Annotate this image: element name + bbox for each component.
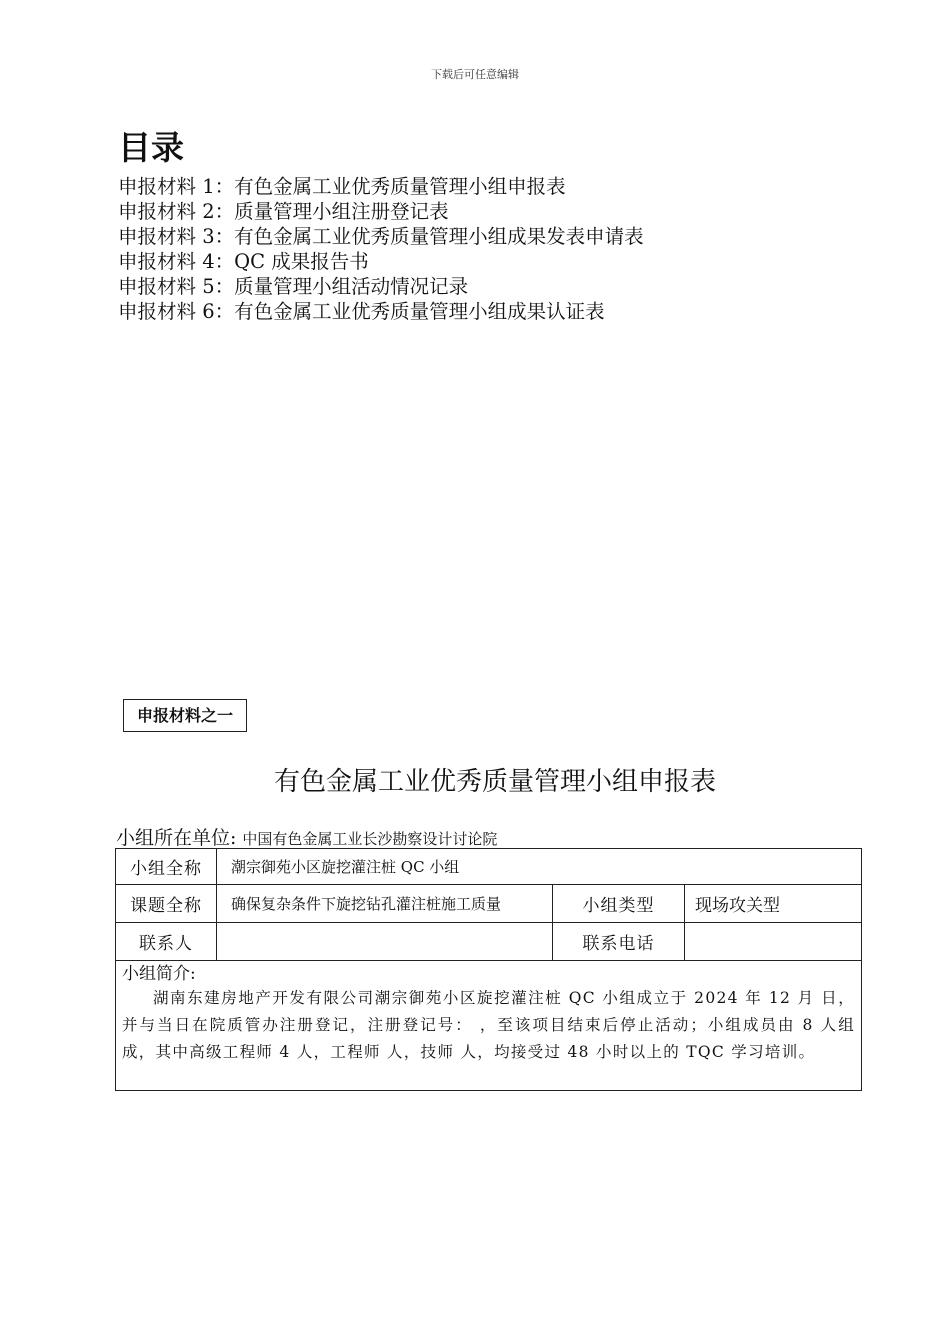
- unit-line: [116, 823, 497, 850]
- toc-item: 申报材料 5：质量管理小组活动情况记录: [118, 275, 469, 298]
- toc-item: 申报材料 6：有色金属工业优秀质量管理小组成果认证表: [118, 300, 605, 323]
- phone-value: [685, 923, 862, 961]
- toc-item: 申报材料 1：有色金属工业优秀质量管理小组申报表: [118, 175, 566, 198]
- toc-item: 申报材料 2：质量管理小组注册登记表: [118, 200, 449, 223]
- contact-value: [217, 923, 553, 961]
- group-type-value: 现场攻关型: [685, 885, 862, 923]
- group-type-label: 小组类型: [553, 885, 685, 923]
- group-name-label: 小组全称: [116, 849, 217, 885]
- group-name-value: 潮宗御苑小区旋挖灌注桩 QC 小组: [217, 849, 862, 885]
- topic-value: 确保复杂条件下旋挖钻孔灌注桩施工质量: [217, 885, 553, 923]
- contact-label: 联系人: [116, 923, 217, 961]
- table-row: [116, 923, 862, 961]
- table-row: [116, 849, 862, 885]
- toc-item: 申报材料 4：QC 成果报告书: [118, 250, 369, 273]
- application-table: [115, 848, 862, 1091]
- toc-item: 申报材料 3：有色金属工业优秀质量管理小组成果发表申请表: [118, 225, 644, 248]
- toc-list: [118, 174, 644, 324]
- form-title: 有色金属工业优秀质量管理小组申报表: [273, 767, 716, 797]
- toc-title: 目录: [118, 128, 184, 167]
- intro-text: 湖南东建房地产开发有限公司潮宗御苑小区旋挖灌注桩 QC 小组成立于 2024 年 12 月 日，并与当日在院质管办注册登记，注册登记号： ，至该项目结束后停止活动；小组成员由 8 人组成，其中高级工程师 4 人，工程师 人，技师 人，均接受过 48 小时以上的 TQC 学习培训。: [122, 989, 856, 1061]
- topic-label: 课题全称: [116, 885, 217, 923]
- table-row: [116, 885, 862, 923]
- intro-label: 小组简介:: [122, 964, 196, 984]
- table-row: [116, 961, 862, 1091]
- unit-label: 小组所在单位:: [116, 827, 237, 849]
- material-label-box: 申报材料之一: [123, 699, 247, 732]
- intro-cell: [116, 961, 862, 1091]
- header-note: 下载后可任意编辑: [431, 68, 519, 81]
- unit-value: 中国有色金属工业长沙勘察设计讨论院: [242, 830, 498, 848]
- phone-label: 联系电话: [553, 923, 685, 961]
